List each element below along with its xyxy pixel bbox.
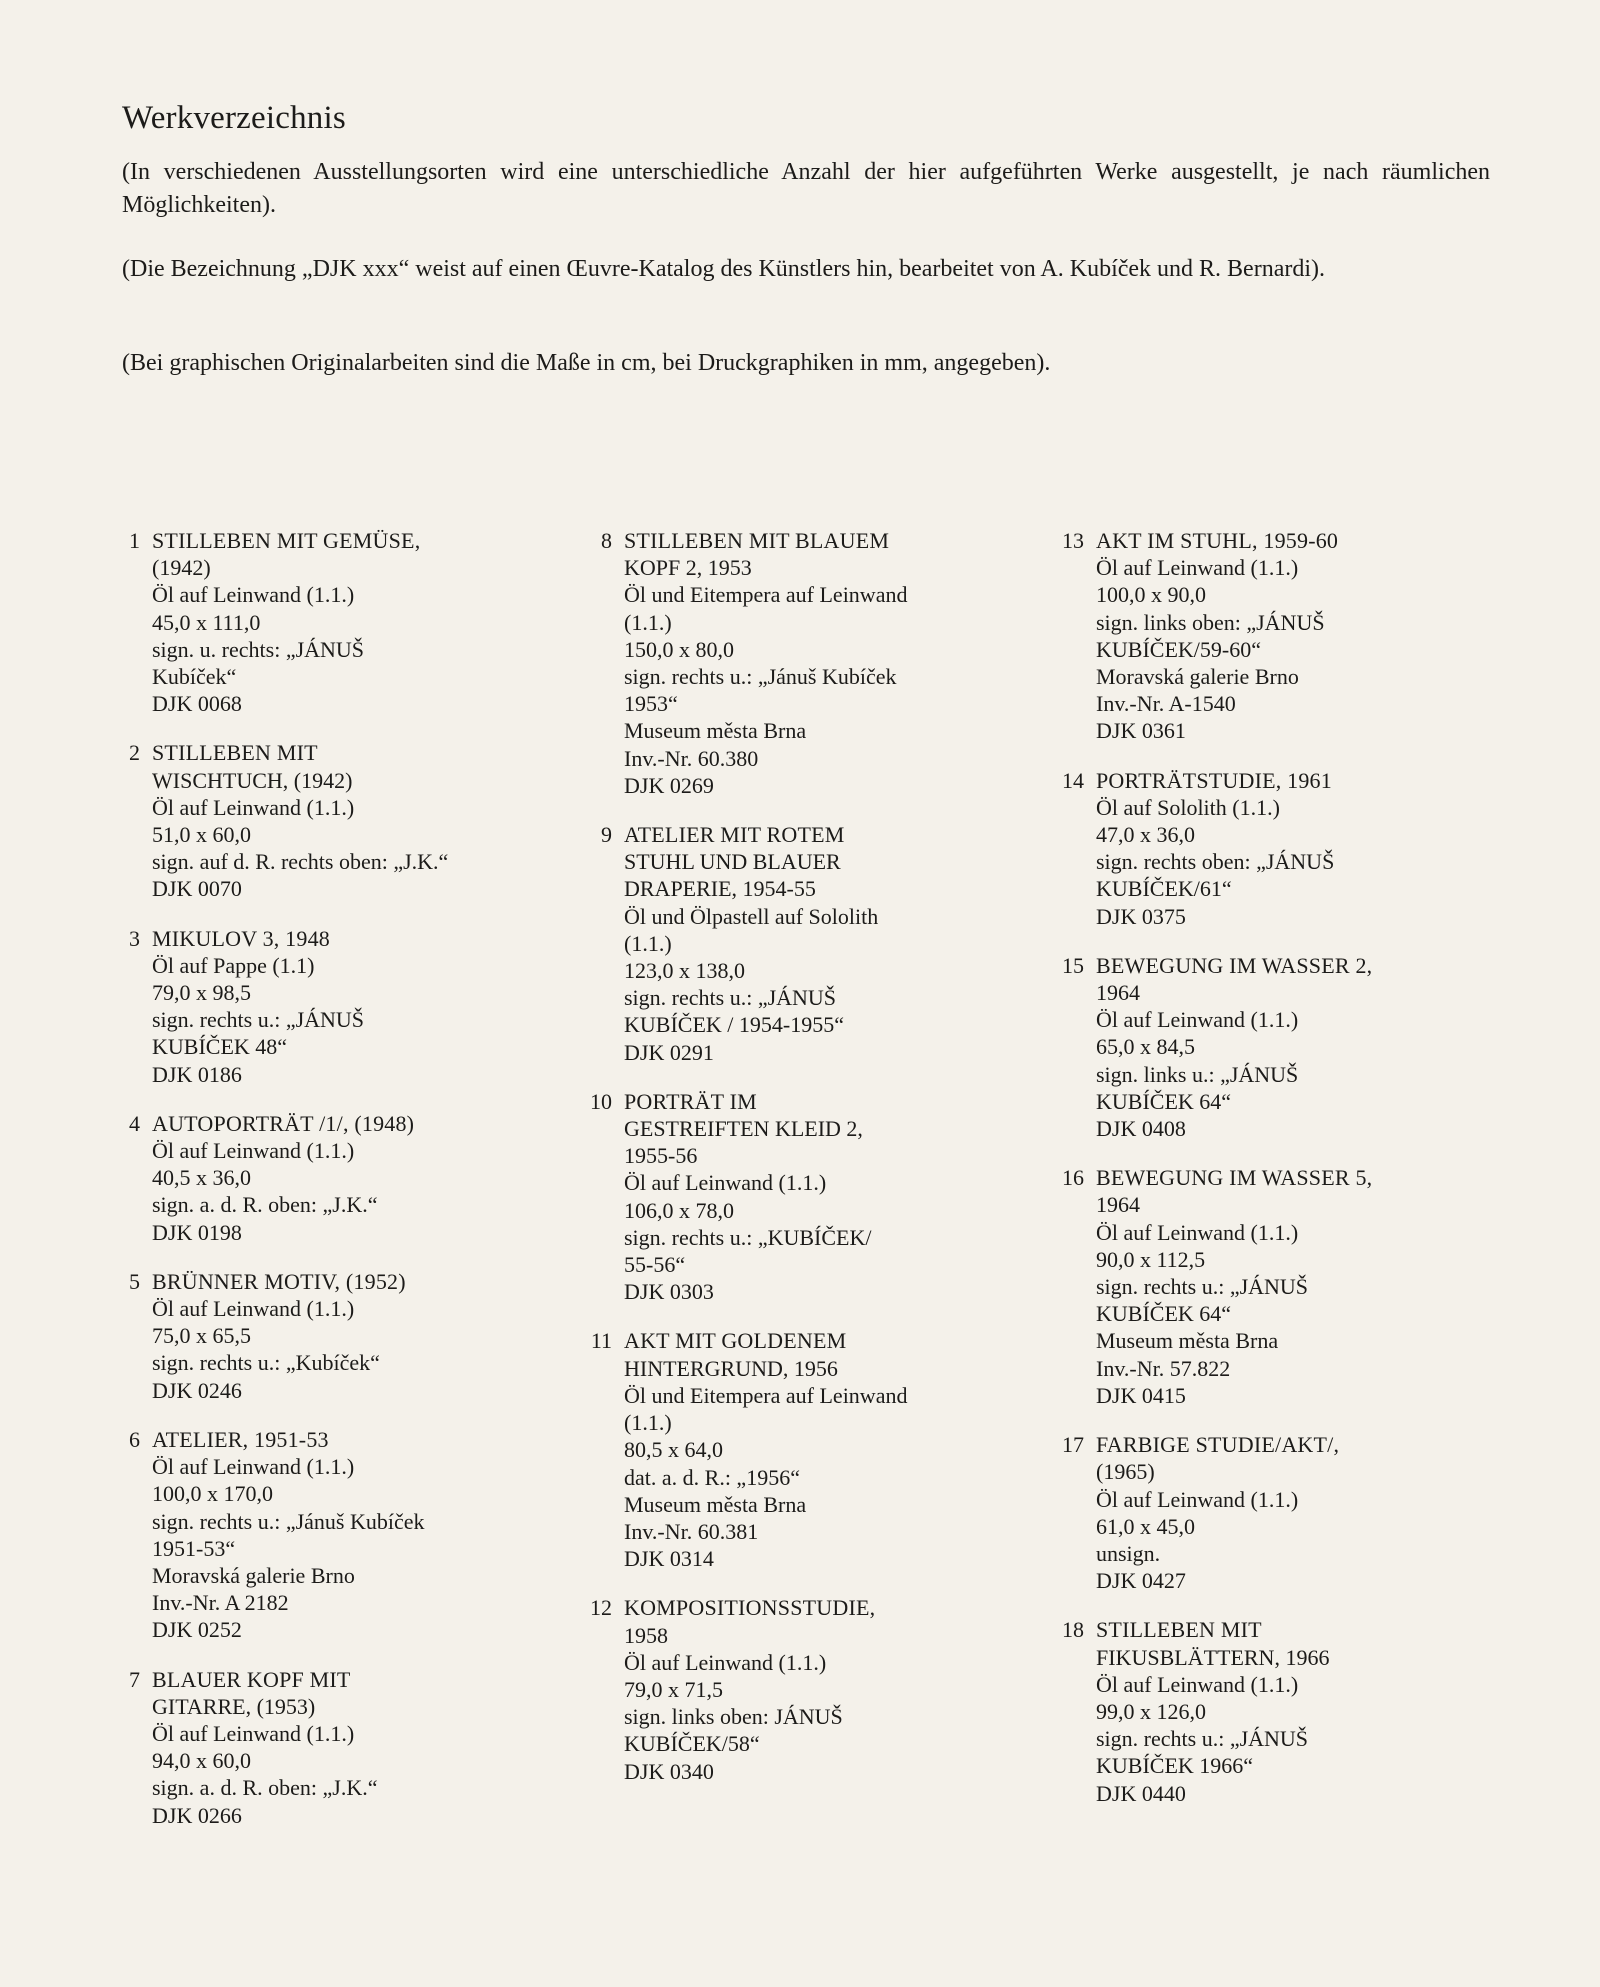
entry-number: 1 xyxy=(129,528,140,553)
intro-paragraph-3: (Bei graphischen Originalarbeiten sind die Maße in cm, bei Druckgraphiken in mm, angegeben). xyxy=(122,350,1051,376)
entry-number: 12 xyxy=(590,1595,612,1621)
entry-title-line: ATELIER, 1951-53 xyxy=(152,1426,329,1452)
entry-title-line: BRÜNNER MOTIV, (1952) xyxy=(152,1268,406,1294)
entry-detail-line: 90,0 x 112,5 xyxy=(1096,1246,1206,1272)
entry-detail-line: Öl auf Leinwand (1.1.) xyxy=(1096,555,1299,581)
entry-number: 8 xyxy=(601,528,612,553)
entry-number: 5 xyxy=(129,1268,140,1294)
entry-number: 9 xyxy=(601,822,612,848)
entry-detail-line: sign. links oben: „JÁNUŠ xyxy=(1096,609,1325,635)
entry-detail-line: Inv.-Nr. A-1540 xyxy=(1096,691,1236,717)
entry-title-line: AUTOPORTRÄT /1/, (1948) xyxy=(152,1110,415,1136)
catalog-entry xyxy=(590,821,1010,1066)
entry-detail-line: sign. u. rechts: „JÁNUŠ xyxy=(152,636,365,662)
entry-detail-line: KUBÍČEK/59-60“ xyxy=(1096,636,1261,662)
intro-paragraph-1: (In verschiedenen Ausstellungsorten wird eine unterschiedliche Anzahl der hier aufgeführten Werke ausgestellt, je nach räumlichen Möglichkeiten). xyxy=(122,159,1490,218)
entry-detail-line: sign. rechts u.: „JÁNUŠ xyxy=(1096,1274,1309,1300)
entry-detail-line: GITARRE, (1953) xyxy=(152,1693,316,1719)
entry-detail-line: unsign. xyxy=(1096,1540,1161,1566)
entry-detail-line: sign. links oben: JÁNUŠ xyxy=(624,1704,843,1730)
catalog-entry xyxy=(590,1088,1010,1306)
entry-title-line: STILLEBEN MIT BLAUEM xyxy=(624,528,890,553)
entry-detail-line: DJK 0408 xyxy=(1096,1116,1186,1142)
page-title: Werkverzeichnis xyxy=(122,100,346,136)
catalog-entry xyxy=(118,527,518,717)
entry-detail-line: 65,0 x 84,5 xyxy=(1096,1034,1195,1060)
entry-number: 11 xyxy=(590,1328,612,1354)
entry-number: 18 xyxy=(1062,1617,1084,1643)
entry-detail-line: 1958 xyxy=(624,1622,668,1648)
entry-detail-line: Öl auf Leinwand (1.1.) xyxy=(152,1138,355,1164)
entry-detail-line: DJK 0361 xyxy=(1096,718,1186,744)
entry-detail-line: sign. rechts u.: „JÁNUŠ xyxy=(624,985,837,1011)
catalog-entry xyxy=(118,1426,518,1644)
entry-title-line: PORTRÄTSTUDIE, 1961 xyxy=(1096,767,1332,793)
entry-number: 16 xyxy=(1062,1165,1084,1191)
entry-detail-line: (1.1.) xyxy=(624,609,672,635)
entry-detail-line: 79,0 x 71,5 xyxy=(624,1676,723,1702)
entry-detail-line: Öl auf Leinwand (1.1.) xyxy=(152,1720,355,1746)
entry-number: 6 xyxy=(129,1426,140,1452)
entry-detail-line: DJK 0070 xyxy=(152,876,242,902)
entry-detail-line: Öl auf Pappe (1.1) xyxy=(152,952,315,978)
entry-detail-line: Öl und Ölpastell auf Sololith xyxy=(624,903,879,929)
entry-detail-line: 61,0 x 45,0 xyxy=(1096,1513,1195,1539)
catalog-entry xyxy=(118,1110,518,1246)
entry-detail-line: KUBÍČEK 48“ xyxy=(152,1034,288,1060)
entry-detail-line: 47,0 x 36,0 xyxy=(1096,822,1195,848)
entry-detail-line: Moravská galerie Brno xyxy=(152,1562,355,1588)
entry-detail-line: DJK 0269 xyxy=(624,772,714,798)
entry-detail-line: sign. auf d. R. rechts oben: „J.K.“ xyxy=(152,849,449,875)
entry-title-line: BEWEGUNG IM WASSER 2, xyxy=(1096,952,1373,978)
entry-detail-line: Inv.-Nr. 57.822 xyxy=(1096,1355,1231,1381)
entry-detail-line: KUBÍČEK/58“ xyxy=(624,1731,760,1757)
entry-detail-line: DJK 0252 xyxy=(152,1617,242,1643)
entry-detail-line: 1955-56 xyxy=(624,1143,698,1169)
entry-title-line: AKT IM STUHL, 1959-60 xyxy=(1096,528,1339,553)
entry-detail-line: sign. rechts u.: „KUBÍČEK/ xyxy=(624,1224,872,1250)
entry-detail-line: sign. a. d. R. oben: „J.K.“ xyxy=(152,1192,378,1218)
entry-title-line: ATELIER MIT ROTEM xyxy=(624,822,845,848)
entry-title-line: MIKULOV 3, 1948 xyxy=(152,925,330,951)
entry-number: 15 xyxy=(1062,952,1084,978)
entry-detail-line: 51,0 x 60,0 xyxy=(152,822,251,848)
entry-title-line: BLAUER KOPF MIT xyxy=(152,1666,351,1692)
entry-detail-line: 150,0 x 80,0 xyxy=(624,636,734,662)
entry-detail-line: Inv.-Nr. 60.380 xyxy=(624,745,759,771)
entry-detail-line: DJK 0375 xyxy=(1096,903,1186,929)
entry-detail-line: DRAPERIE, 1954-55 xyxy=(624,876,816,902)
entry-detail-line: DJK 0068 xyxy=(152,691,242,717)
entry-detail-line: DJK 0340 xyxy=(624,1758,714,1784)
entry-detail-line: DJK 0427 xyxy=(1096,1568,1186,1594)
entry-detail-line: Öl auf Leinwand (1.1.) xyxy=(1096,1219,1299,1245)
catalog-column-2 xyxy=(590,527,1010,1807)
catalog-entry xyxy=(1062,1431,1502,1594)
entry-detail-line: 1964 xyxy=(1096,1192,1140,1218)
entry-number: 17 xyxy=(1062,1432,1084,1458)
entry-detail-line: KUBÍČEK 1966“ xyxy=(1096,1753,1254,1779)
entry-detail-line: Inv.-Nr. 60.381 xyxy=(624,1518,759,1544)
entry-detail-line: (1.1.) xyxy=(624,1410,672,1436)
entry-detail-line: Öl auf Leinwand (1.1.) xyxy=(624,1649,827,1675)
entry-detail-line: 80,5 x 64,0 xyxy=(624,1437,723,1463)
catalog-column-3 xyxy=(1062,527,1502,1829)
entry-detail-line: KUBÍČEK 64“ xyxy=(1096,1301,1232,1327)
entry-detail-line: STUHL UND BLAUER xyxy=(624,849,841,875)
entry-detail-line: 94,0 x 60,0 xyxy=(152,1748,251,1774)
entry-detail-line: DJK 0440 xyxy=(1096,1780,1186,1806)
entry-detail-line: (1.1.) xyxy=(624,930,672,956)
entry-detail-line: 99,0 x 126,0 xyxy=(1096,1698,1206,1724)
entry-title-line: BEWEGUNG IM WASSER 5, xyxy=(1096,1165,1373,1191)
entry-number: 2 xyxy=(129,740,140,766)
entry-detail-line: KOPF 2, 1953 xyxy=(624,555,752,581)
entry-detail-line: 1953“ xyxy=(624,691,678,717)
entry-detail-line: Öl und Eitempera auf Leinwand xyxy=(624,1382,908,1408)
entry-detail-line: 40,5 x 36,0 xyxy=(152,1165,251,1191)
entry-detail-line: Moravská galerie Brno xyxy=(1096,664,1299,690)
entry-detail-line: Museum města Brna xyxy=(1096,1328,1279,1354)
catalog-entry xyxy=(118,1666,518,1829)
entry-detail-line: DJK 0198 xyxy=(152,1219,242,1245)
entry-title-line: AKT MIT GOLDENEM xyxy=(624,1328,847,1354)
entry-detail-line: Öl auf Leinwand (1.1.) xyxy=(152,1454,355,1480)
entry-detail-line: sign. a. d. R. oben: „J.K.“ xyxy=(152,1775,378,1801)
entry-detail-line: Öl auf Leinwand (1.1.) xyxy=(1096,1007,1299,1033)
entry-detail-line: sign. rechts u.: „Jánuš Kubíček xyxy=(152,1508,425,1534)
entry-detail-line: Öl und Eitempera auf Leinwand xyxy=(624,582,908,608)
catalog-entry xyxy=(590,1594,1010,1784)
entry-detail-line: GESTREIFTEN KLEID 2, xyxy=(624,1116,863,1142)
entry-detail-line: sign. rechts u.: „Jánuš Kubíček xyxy=(624,664,897,690)
entry-detail-line: (1942) xyxy=(152,555,211,581)
entry-detail-line: KUBÍČEK/61“ xyxy=(1096,876,1232,902)
entry-detail-line: sign. rechts u.: „JÁNUŠ xyxy=(1096,1726,1309,1752)
entry-detail-line: Öl auf Leinwand (1.1.) xyxy=(1096,1486,1299,1512)
entry-detail-line: FIKUSBLÄTTERN, 1966 xyxy=(1096,1644,1330,1670)
entry-detail-line: Öl auf Leinwand (1.1.) xyxy=(152,582,355,608)
entry-detail-line: HINTERGRUND, 1956 xyxy=(624,1355,838,1381)
entry-detail-line: 79,0 x 98,5 xyxy=(152,980,251,1006)
entry-title-line: FARBIGE STUDIE/AKT/, xyxy=(1096,1432,1340,1458)
catalog-entry xyxy=(118,925,518,1088)
catalog-entry xyxy=(590,1327,1010,1572)
catalog-entry xyxy=(1062,1616,1502,1806)
catalog-entry xyxy=(118,739,518,902)
entry-number: 13 xyxy=(1062,528,1084,553)
catalog-entry xyxy=(590,527,1010,799)
entry-detail-line: Öl auf Leinwand (1.1.) xyxy=(1096,1671,1299,1697)
entry-detail-line: Öl auf Leinwand (1.1.) xyxy=(152,1296,355,1322)
catalog-entry xyxy=(1062,952,1502,1142)
entry-detail-line: dat. a. d. R.: „1956“ xyxy=(624,1464,800,1490)
entry-detail-line: 100,0 x 170,0 xyxy=(152,1481,273,1507)
entry-detail-line: 75,0 x 65,5 xyxy=(152,1323,251,1349)
entry-title-line: STILLEBEN MIT xyxy=(152,740,318,766)
entry-detail-line: 45,0 x 111,0 xyxy=(152,609,261,635)
entry-detail-line: 1951-53“ xyxy=(152,1535,236,1561)
entry-detail-line: sign. links u.: „JÁNUŠ xyxy=(1096,1061,1299,1087)
entry-detail-line: 55-56“ xyxy=(624,1252,686,1278)
entry-detail-line: WISCHTUCH, (1942) xyxy=(152,767,353,793)
entry-detail-line: 123,0 x 138,0 xyxy=(624,958,745,984)
entry-detail-line: DJK 0266 xyxy=(152,1802,242,1828)
entry-detail-line: Öl auf Leinwand (1.1.) xyxy=(624,1170,827,1196)
entry-detail-line: (1965) xyxy=(1096,1459,1155,1485)
catalog-entry xyxy=(1062,527,1502,745)
entry-title-line: KOMPOSITIONSSTUDIE, xyxy=(624,1595,876,1621)
entry-detail-line: KUBÍČEK 64“ xyxy=(1096,1088,1232,1114)
entry-detail-line: DJK 0314 xyxy=(624,1546,714,1572)
entry-detail-line: DJK 0186 xyxy=(152,1061,242,1087)
entry-detail-line: sign. rechts u.: „Kubíček“ xyxy=(152,1350,380,1376)
entry-title-line: STILLEBEN MIT GEMÜSE, xyxy=(152,528,421,553)
entry-detail-line: 106,0 x 78,0 xyxy=(624,1197,734,1223)
entry-detail-line: DJK 0303 xyxy=(624,1279,714,1305)
entry-number: 10 xyxy=(590,1088,612,1114)
entry-detail-line: Museum města Brna xyxy=(624,718,807,744)
entry-detail-line: DJK 0246 xyxy=(152,1377,242,1403)
entry-detail-line: 100,0 x 90,0 xyxy=(1096,582,1206,608)
entry-detail-line: DJK 0291 xyxy=(624,1039,714,1065)
catalog-entry xyxy=(118,1268,518,1404)
entry-detail-line: Öl auf Leinwand (1.1.) xyxy=(152,794,355,820)
entry-title-line: PORTRÄT IM xyxy=(624,1088,757,1114)
entry-detail-line: sign. rechts oben: „JÁNUŠ xyxy=(1096,849,1335,875)
entry-number: 4 xyxy=(129,1110,140,1136)
entry-detail-line: 1964 xyxy=(1096,980,1140,1006)
entry-detail-line: DJK 0415 xyxy=(1096,1382,1186,1408)
entry-detail-line: Öl auf Sololith (1.1.) xyxy=(1096,794,1280,820)
entry-detail-line: Inv.-Nr. A 2182 xyxy=(152,1590,289,1616)
entry-detail-line: KUBÍČEK / 1954-1955“ xyxy=(624,1012,844,1038)
entry-number: 3 xyxy=(129,925,140,951)
entry-detail-line: sign. rechts u.: „JÁNUŠ xyxy=(152,1007,365,1033)
entry-detail-line: Museum města Brna xyxy=(624,1491,807,1517)
entry-number: 14 xyxy=(1062,767,1084,793)
entry-title-line: STILLEBEN MIT xyxy=(1096,1617,1262,1643)
entry-number: 7 xyxy=(129,1666,140,1692)
catalog-entry xyxy=(1062,767,1502,930)
catalog-column-1 xyxy=(118,527,518,1851)
entry-detail-line: Kubíček“ xyxy=(152,664,237,690)
catalog-entry xyxy=(1062,1164,1502,1409)
intro-paragraph-2: (Die Bezeichnung „DJK xxx“ weist auf einen Œuvre-Katalog des Künstlers hin, bearbeitet von A. Kubíček und R. Bernardi). xyxy=(122,256,1325,282)
